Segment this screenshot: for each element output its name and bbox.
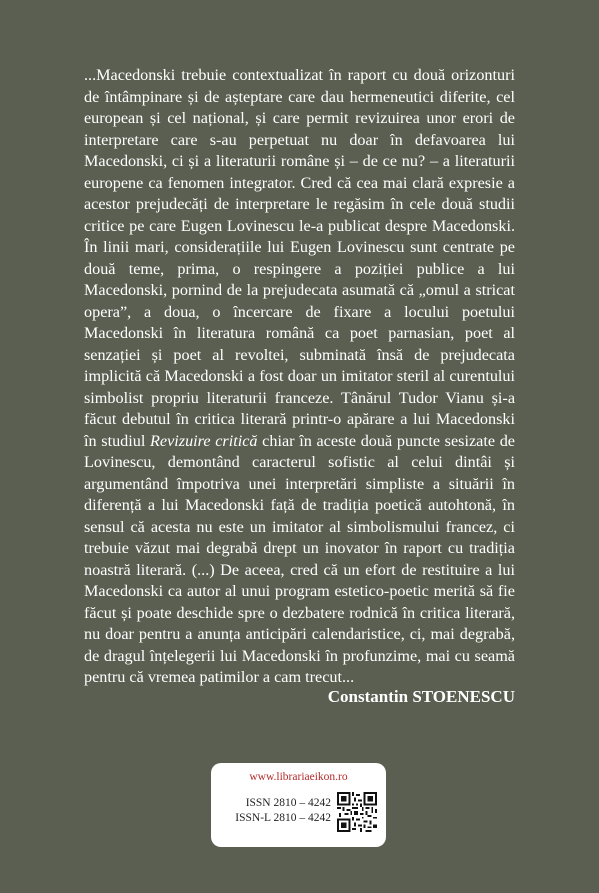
author-name: Constantin STOENESCU <box>327 687 515 706</box>
blurb-text <box>84 65 515 689</box>
blurb-part-2: chiar în aceste două puncte sesizate de Lovinescu, demontând caracterul sofistic al celui dintâi și argumentând împotriva unei interpretări simpliste a situării în diferență a lui Macedonski față de tradiția poetică autohtonă, în sensul că acesta nu este un imitator al simbolismului francez, ci trebuie văzut mai degrabă drept un inovator în raport cu tradiția noastră literară. (...) De aceea, cred că un efort de restituire a lui Macedonski ca autor al unui program estetico-poetic merită să fie făcut și poate deschide spre o dezbatere rodnică în critica literară, nu doar pentru a anunța anticipări calendaristice, ci, mai degrabă, de dragul înțelegerii lui Macedonski în profunzime, mai cu seamă pentru că vremea patimilor a cam trecut... <box>84 431 515 686</box>
issn-l-line: ISSN-L 2810 – 4242 <box>235 812 331 824</box>
issn-line: ISSN 2810 – 4242 <box>245 797 331 809</box>
qr-code-icon <box>337 792 377 832</box>
publisher-url[interactable]: www.librariaeikon.ro <box>249 771 348 783</box>
publisher-badge <box>211 763 386 847</box>
issn-block <box>221 796 331 826</box>
blurb-part-1: ...Macedonski trebuie contextualizat în raport cu două orizonturi de întâmpinare și de așteptare care dau hermeneutici diferite, cel european și cel național, și care permit revizuirea unor erori de interpretare care s-au perpetuat nu doar în defavoarea lui Macedonski, ci și a literaturii române și – de ce nu? – a literaturii europene ca fenomen integrator. Cred că cea mai clară expresie a acestor prejudecăți de interpretare le regăsim în cele două studii critice pe care Eugen Lovinescu le-a publicat despre Macedonski. În linii mari, considerațiile lui Eugen Lovinescu sunt centrate pe două teme, prima, o respingere a poziției publice a lui Macedonski, pornind de la prejudecata asumată că „omul a stricat opera”, a doua, o încercare de fixare a locului poetului Macedonski în literatura română ca poet parnasian, poet al senzației și poet al revoltei, subminată însă de prejudecata implicită că Macedonski a fost doar un imitator steril al curentului simbolist propriu literaturii franceze. Tânărul Tudor Vianu și-a făcut debutul în critica literară printr-o apărare a lui Macedonski în studiul <box>84 66 515 450</box>
book-title-italic: Revizuire critică <box>150 431 258 450</box>
